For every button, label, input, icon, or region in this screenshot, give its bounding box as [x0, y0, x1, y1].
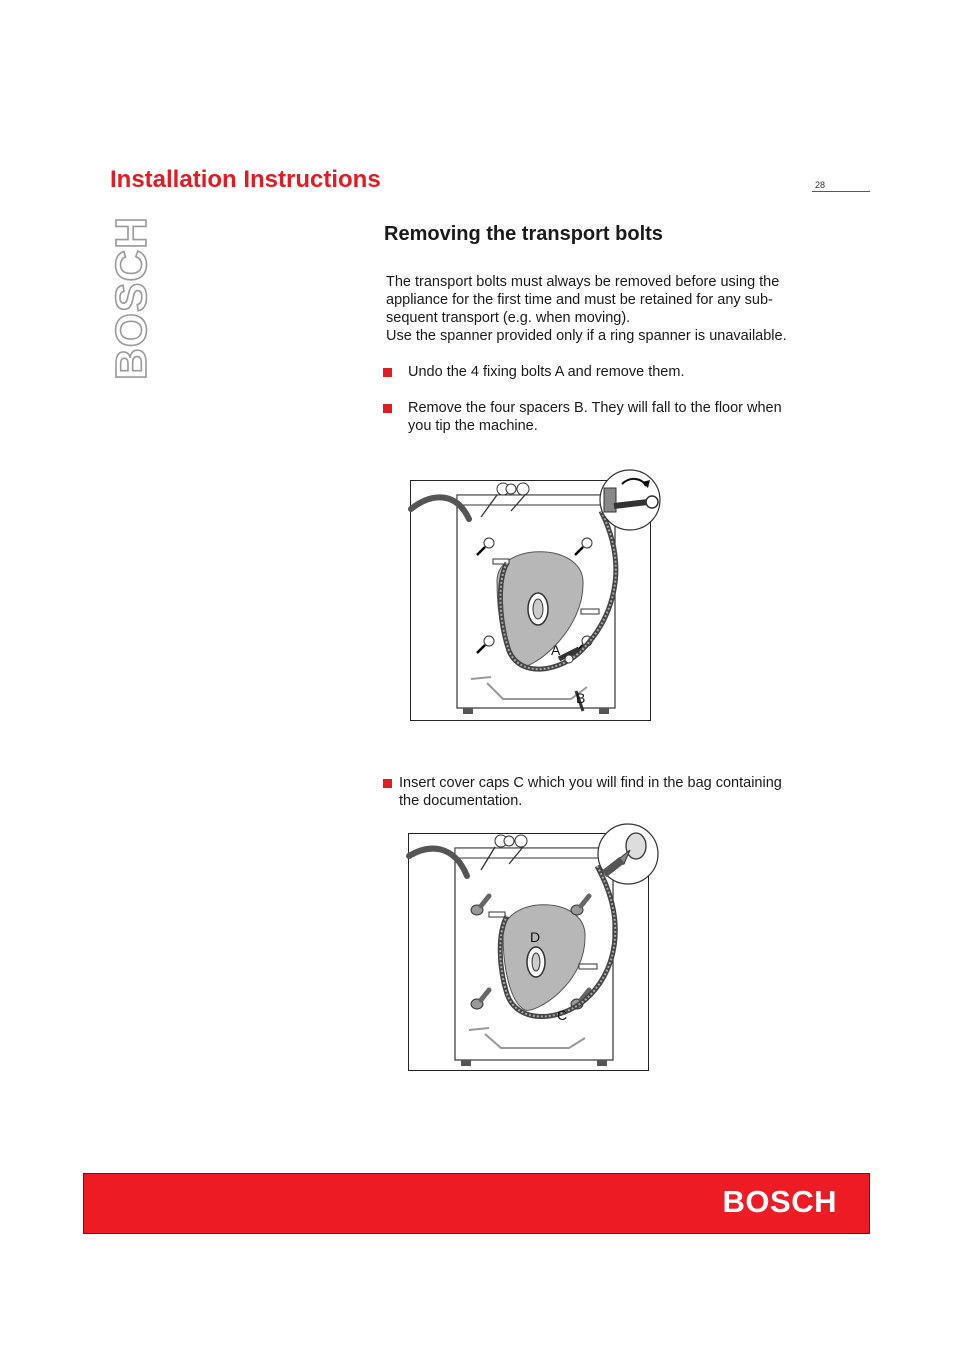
side-brand-logo-text: BOSCH — [107, 216, 156, 380]
step-3-text-line-1: Insert cover caps C which you will find in the bag containing — [399, 775, 782, 791]
label-a: A — [551, 642, 561, 658]
step-1-text: Undo the 4 fixing bolts A and remove them. — [408, 364, 685, 380]
label-b: B — [576, 690, 586, 706]
bullet-marker — [383, 404, 392, 413]
page-number-rule — [812, 191, 870, 192]
intro-line-2: appliance for the first time and must be retained for any sub- — [386, 292, 773, 308]
footer-bar — [83, 1173, 870, 1234]
page-number: 28 — [815, 180, 826, 190]
step-2-text-line-1: Remove the four spacers B. They will fall to the floor when — [408, 400, 782, 416]
intro-line-3: sequent transport (e.g. when moving). — [386, 310, 631, 326]
footer-brand-logo: BOSCH — [722, 1184, 837, 1219]
side-brand-logo — [106, 216, 156, 382]
page-title: Installation Instructions — [110, 166, 381, 193]
label-d: D — [530, 929, 541, 945]
bullet-marker — [383, 779, 392, 788]
label-c: C — [557, 1007, 568, 1023]
intro-line-4: Use the spanner provided only if a ring spanner is unavailable. — [386, 328, 787, 344]
bullet-marker — [383, 368, 392, 377]
step-3-text-line-2: the documentation. — [399, 793, 523, 809]
spanner-inset — [596, 468, 666, 532]
cap-inset — [594, 822, 662, 886]
intro-line-1: The transport bolts must always be removed before using the — [386, 274, 780, 290]
step-2-text-line-2: you tip the machine. — [408, 418, 538, 434]
section-heading: Removing the transport bolts — [384, 223, 663, 245]
